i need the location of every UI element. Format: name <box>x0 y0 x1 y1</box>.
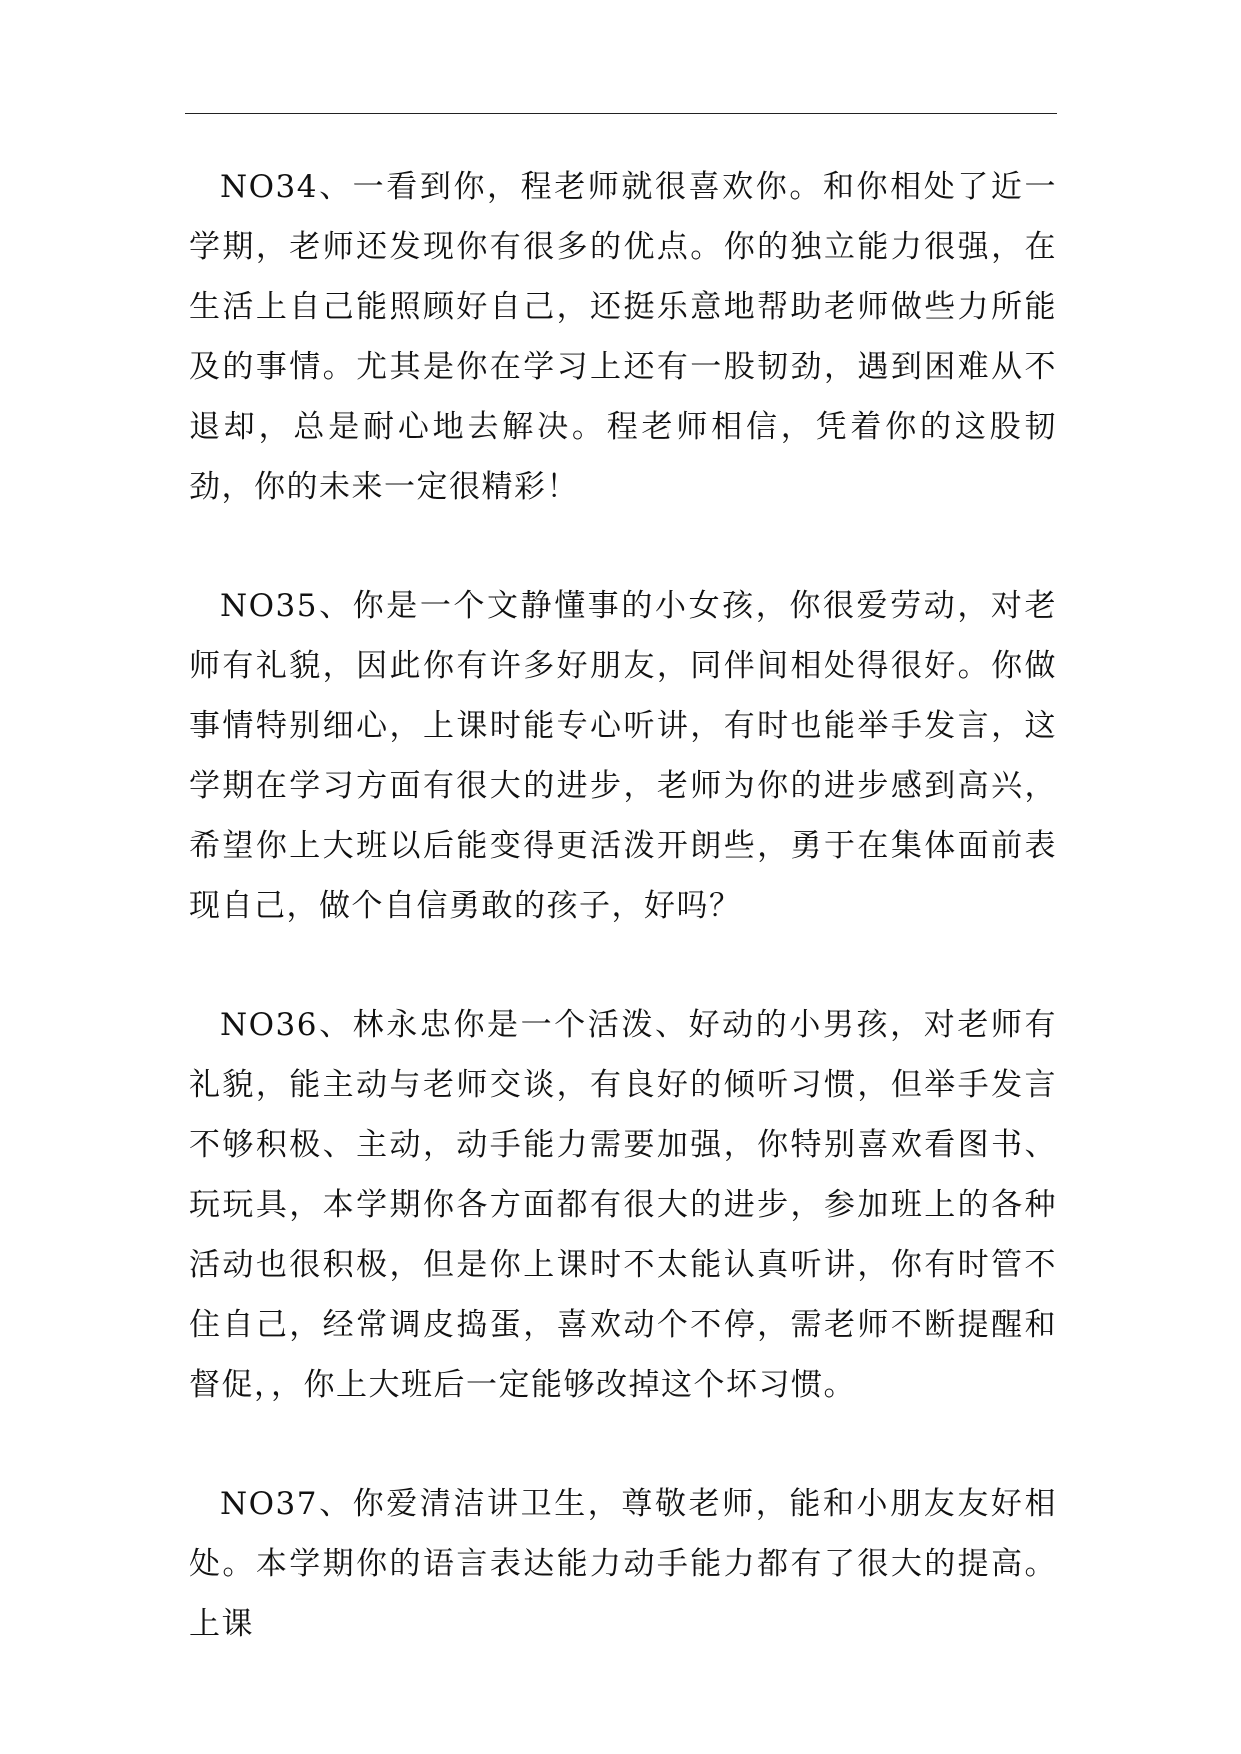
paragraph-no37: NO37、你爱清洁讲卫生，尊敬老师，能和小朋友友好相处。本学期你的语言表达能力动手能力都有了很大的提高。上课 <box>189 1486 1057 1642</box>
paragraph-no35: NO35、你是一个文静懂事的小女孩，你很爱劳动，对老师有礼貌，因此你有许多好朋友，同伴间相处得很好。你做事情特别细心，上课时能专心听讲，有时也能举手发言，这学期在学习方面有很大的进步，老师为你的进步感到高兴，希望你上大班以后能变得更活泼开朗些，勇于在集体面前表现自己，做个自信勇敢的孩子，好吗？ <box>189 588 1057 924</box>
paragraph-no36: NO36、林永忠你是一个活泼、好动的小男孩，对老师有礼貌，能主动与老师交谈，有良好的倾听习惯，但举手发言不够积极、主动，动手能力需要加强，你特别喜欢看图书、玩玩具，本学期你各方面都有很大的进步，参加班上的各种活动也很积极，但是你上课时不太能认真听讲，你有时管不住自己，经常调皮捣蛋，喜欢动个不停，需老师不断提醒和督促，，你上大班后一定能够改掉这个坏习惯。 <box>189 1007 1057 1403</box>
header-rule <box>185 113 1057 114</box>
paragraph-no34: NO34、一看到你，程老师就很喜欢你。和你相处了近一学期，老师还发现你有很多的优点。你的独立能力很强，在生活上自己能照顾好自己，还挺乐意地帮助老师做些力所能及的事情。尤其是你在学习上还有一股韧劲，遇到困难从不退却，总是耐心地去解决。程老师相信，凭着你的这股韧劲，你的未来一定很精彩！ <box>189 169 1057 505</box>
document-body <box>189 157 1057 1654</box>
